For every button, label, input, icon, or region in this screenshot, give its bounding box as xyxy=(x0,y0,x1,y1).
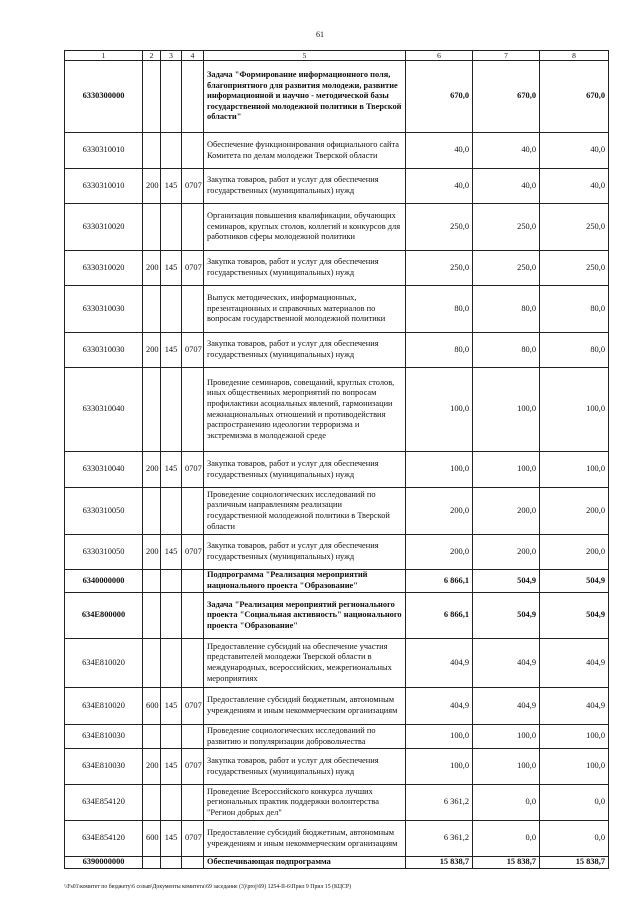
expense-type-cell: 200 xyxy=(143,535,161,570)
department-cell: 145 xyxy=(161,535,182,570)
department-cell xyxy=(161,286,182,333)
expense-type-cell xyxy=(143,61,161,133)
department-cell xyxy=(161,488,182,535)
year1-amount-cell: 6 866,1 xyxy=(406,570,473,593)
year3-amount-cell: 100,0 xyxy=(540,749,609,785)
year2-amount-cell: 504,9 xyxy=(473,570,540,593)
section-cell xyxy=(182,785,204,821)
department-cell xyxy=(161,368,182,452)
code-cell: 6330310020 xyxy=(65,251,143,286)
department-cell xyxy=(161,857,182,869)
expense-type-cell: 200 xyxy=(143,251,161,286)
expense-type-cell xyxy=(143,857,161,869)
year2-amount-cell: 200,0 xyxy=(473,488,540,535)
name-cell: Предоставление субсидий на обеспечение участия представителей молодежи Тверской области в международных, всероссийских, межрегиональных мероприятиях xyxy=(204,639,406,688)
expense-type-cell xyxy=(143,593,161,639)
table-row xyxy=(65,251,609,286)
year3-amount-cell: 15 838,7 xyxy=(540,857,609,869)
expense-type-cell xyxy=(143,368,161,452)
expense-type-cell xyxy=(143,133,161,169)
expense-type-cell: 200 xyxy=(143,333,161,368)
header-col-2: 2 xyxy=(143,51,161,61)
year3-amount-cell: 404,9 xyxy=(540,688,609,725)
year3-amount-cell: 504,9 xyxy=(540,570,609,593)
name-cell: Проведение социологических исследований по развитию и популяризации добровольчества xyxy=(204,725,406,749)
year1-amount-cell: 6 866,1 xyxy=(406,593,473,639)
year1-amount-cell: 80,0 xyxy=(406,286,473,333)
table-row xyxy=(65,821,609,857)
year2-amount-cell: 40,0 xyxy=(473,169,540,204)
year2-amount-cell: 200,0 xyxy=(473,535,540,570)
code-cell: 6330310050 xyxy=(65,535,143,570)
table-row xyxy=(65,452,609,488)
section-cell: 0707 xyxy=(182,333,204,368)
section-cell xyxy=(182,593,204,639)
year3-amount-cell: 200,0 xyxy=(540,488,609,535)
name-cell: Закупка товаров, работ и услуг для обеспечения государственных (муниципальных) нужд xyxy=(204,452,406,488)
name-cell: Организация повышения квалификации, обучающих семинаров, круглых столов, коллегий и конкурсов для работников сферы молодежной политики xyxy=(204,204,406,251)
table-row xyxy=(65,857,609,869)
year3-amount-cell: 80,0 xyxy=(540,333,609,368)
name-cell: Задача "Формирование информационного поля, благоприятного для развития молодежи, развитие информационной и научно - методической базы государственной молодежной политики в Тверской области" xyxy=(204,61,406,133)
name-cell: Проведение Всероссийского конкурса лучших региональных практик поддержки волонтерства "Регион добрых дел" xyxy=(204,785,406,821)
department-cell xyxy=(161,204,182,251)
year1-amount-cell: 40,0 xyxy=(406,133,473,169)
section-cell xyxy=(182,857,204,869)
expense-type-cell xyxy=(143,785,161,821)
section-cell xyxy=(182,368,204,452)
section-cell xyxy=(182,204,204,251)
table-row xyxy=(65,593,609,639)
department-cell xyxy=(161,725,182,749)
table-row xyxy=(65,204,609,251)
year2-amount-cell: 80,0 xyxy=(473,333,540,368)
year1-amount-cell: 200,0 xyxy=(406,488,473,535)
year2-amount-cell: 504,9 xyxy=(473,593,540,639)
section-cell xyxy=(182,61,204,133)
year3-amount-cell: 404,9 xyxy=(540,639,609,688)
year1-amount-cell: 404,9 xyxy=(406,639,473,688)
department-cell xyxy=(161,785,182,821)
year2-amount-cell: 0,0 xyxy=(473,785,540,821)
department-cell xyxy=(161,593,182,639)
year1-amount-cell: 40,0 xyxy=(406,169,473,204)
code-cell: 6330310030 xyxy=(65,286,143,333)
table-row xyxy=(65,785,609,821)
year1-amount-cell: 200,0 xyxy=(406,535,473,570)
code-cell: 6330310040 xyxy=(65,368,143,452)
department-cell xyxy=(161,639,182,688)
table-row xyxy=(65,639,609,688)
name-cell: Обеспечивающая подпрограмма xyxy=(204,857,406,869)
expense-type-cell xyxy=(143,488,161,535)
department-cell: 145 xyxy=(161,333,182,368)
year3-amount-cell: 80,0 xyxy=(540,286,609,333)
header-col-6: 6 xyxy=(406,51,473,61)
name-cell: Закупка товаров, работ и услуг для обеспечения государственных (муниципальных) нужд xyxy=(204,251,406,286)
code-cell: 6330300000 xyxy=(65,61,143,133)
year2-amount-cell: 250,0 xyxy=(473,204,540,251)
year1-amount-cell: 670,0 xyxy=(406,61,473,133)
header-col-4: 4 xyxy=(182,51,204,61)
year2-amount-cell: 80,0 xyxy=(473,286,540,333)
code-cell: 6340000000 xyxy=(65,570,143,593)
year3-amount-cell: 250,0 xyxy=(540,251,609,286)
year3-amount-cell: 250,0 xyxy=(540,204,609,251)
name-cell: Предоставление субсидий бюджетным, автономным учреждениям и иным некоммерческим организациям xyxy=(204,821,406,857)
section-cell: 0707 xyxy=(182,452,204,488)
section-cell xyxy=(182,133,204,169)
table-row xyxy=(65,749,609,785)
year2-amount-cell: 40,0 xyxy=(473,133,540,169)
expense-type-cell: 600 xyxy=(143,821,161,857)
footer-path: \\Fs01\комитет по бюджету\6 созыв\Документы комитета\69 заседание (3)\proj\69) 1254-II-6\Прил 9 Прил 15 (КЦСР) xyxy=(64,884,352,890)
table-row xyxy=(65,570,609,593)
section-cell xyxy=(182,639,204,688)
section-cell: 0707 xyxy=(182,749,204,785)
department-cell: 145 xyxy=(161,452,182,488)
code-cell: 6330310040 xyxy=(65,452,143,488)
year1-amount-cell: 404,9 xyxy=(406,688,473,725)
year2-amount-cell: 15 838,7 xyxy=(473,857,540,869)
code-cell: 634E810020 xyxy=(65,688,143,725)
year3-amount-cell: 40,0 xyxy=(540,169,609,204)
year3-amount-cell: 0,0 xyxy=(540,821,609,857)
code-cell: 634E800000 xyxy=(65,593,143,639)
expense-type-cell: 200 xyxy=(143,452,161,488)
year1-amount-cell: 100,0 xyxy=(406,749,473,785)
code-cell: 634E810030 xyxy=(65,749,143,785)
name-cell: Выпуск методических, информационных, презентационных и справочных материалов по вопросам государственной молодежной политики xyxy=(204,286,406,333)
header-col-3: 3 xyxy=(161,51,182,61)
budget-table xyxy=(64,50,609,869)
section-cell: 0707 xyxy=(182,251,204,286)
department-cell: 145 xyxy=(161,688,182,725)
year1-amount-cell: 6 361,2 xyxy=(406,821,473,857)
code-cell: 6330310020 xyxy=(65,204,143,251)
name-cell: Подпрограмма "Реализация мероприятий национального проекта "Образование" xyxy=(204,570,406,593)
year1-amount-cell: 6 361,2 xyxy=(406,785,473,821)
name-cell: Закупка товаров, работ и услуг для обеспечения государственных (муниципальных) нужд xyxy=(204,749,406,785)
code-cell: 6390000000 xyxy=(65,857,143,869)
section-cell: 0707 xyxy=(182,169,204,204)
year3-amount-cell: 0,0 xyxy=(540,785,609,821)
header-col-8: 8 xyxy=(540,51,609,61)
department-cell xyxy=(161,61,182,133)
section-cell xyxy=(182,570,204,593)
name-cell: Закупка товаров, работ и услуг для обеспечения государственных (муниципальных) нужд xyxy=(204,333,406,368)
expense-type-cell xyxy=(143,286,161,333)
year2-amount-cell: 100,0 xyxy=(473,725,540,749)
table-row xyxy=(65,725,609,749)
expense-type-cell: 200 xyxy=(143,749,161,785)
department-cell: 145 xyxy=(161,169,182,204)
name-cell: Обеспечение функционирования официального сайта Комитета по делам молодежи Тверской области xyxy=(204,133,406,169)
table-row xyxy=(65,286,609,333)
expense-type-cell: 600 xyxy=(143,688,161,725)
section-cell xyxy=(182,488,204,535)
department-cell xyxy=(161,570,182,593)
section-cell: 0707 xyxy=(182,688,204,725)
year3-amount-cell: 504,9 xyxy=(540,593,609,639)
code-cell: 634E810030 xyxy=(65,725,143,749)
section-cell: 0707 xyxy=(182,821,204,857)
table-body xyxy=(65,61,609,869)
year3-amount-cell: 100,0 xyxy=(540,452,609,488)
name-cell: Закупка товаров, работ и услуг для обеспечения государственных (муниципальных) нужд xyxy=(204,535,406,570)
year2-amount-cell: 100,0 xyxy=(473,452,540,488)
year3-amount-cell: 100,0 xyxy=(540,368,609,452)
year2-amount-cell: 404,9 xyxy=(473,688,540,725)
expense-type-cell xyxy=(143,570,161,593)
section-cell xyxy=(182,725,204,749)
table-row xyxy=(65,488,609,535)
name-cell: Проведение социологических исследований по различным направлениям реализации государственной молодежной политики в Тверской области xyxy=(204,488,406,535)
department-cell: 145 xyxy=(161,251,182,286)
code-cell: 634E810020 xyxy=(65,639,143,688)
header-col-7: 7 xyxy=(473,51,540,61)
year2-amount-cell: 250,0 xyxy=(473,251,540,286)
name-cell: Закупка товаров, работ и услуг для обеспечения государственных (муниципальных) нужд xyxy=(204,169,406,204)
expense-type-cell xyxy=(143,639,161,688)
year2-amount-cell: 100,0 xyxy=(473,749,540,785)
header-col-5: 5 xyxy=(204,51,406,61)
year1-amount-cell: 15 838,7 xyxy=(406,857,473,869)
header-row xyxy=(65,51,609,61)
code-cell: 6330310030 xyxy=(65,333,143,368)
table-row xyxy=(65,535,609,570)
table-row xyxy=(65,368,609,452)
year1-amount-cell: 100,0 xyxy=(406,452,473,488)
code-cell: 6330310010 xyxy=(65,169,143,204)
table-row xyxy=(65,61,609,133)
year3-amount-cell: 200,0 xyxy=(540,535,609,570)
year1-amount-cell: 80,0 xyxy=(406,333,473,368)
year3-amount-cell: 40,0 xyxy=(540,133,609,169)
table-row xyxy=(65,333,609,368)
department-cell: 145 xyxy=(161,749,182,785)
code-cell: 634E854120 xyxy=(65,785,143,821)
year1-amount-cell: 100,0 xyxy=(406,368,473,452)
table-row xyxy=(65,133,609,169)
year2-amount-cell: 404,9 xyxy=(473,639,540,688)
year3-amount-cell: 100,0 xyxy=(540,725,609,749)
department-cell xyxy=(161,133,182,169)
year1-amount-cell: 250,0 xyxy=(406,204,473,251)
year2-amount-cell: 0,0 xyxy=(473,821,540,857)
name-cell: Проведение семинаров, совещаний, круглых столов, иных общественных мероприятий по вопросам профилактики асоциальных явлений, гармонизации межнациональных отношений и противодействия распространению идеологии терроризма и экстремизма в молодежной среде xyxy=(204,368,406,452)
year3-amount-cell: 670,0 xyxy=(540,61,609,133)
year1-amount-cell: 100,0 xyxy=(406,725,473,749)
name-cell: Предоставление субсидий бюджетным, автономным учреждениям и иным некоммерческим организациям xyxy=(204,688,406,725)
name-cell: Задача "Реализация мероприятий регионального проекта "Социальная активность" национального проекта "Образование" xyxy=(204,593,406,639)
code-cell: 6330310010 xyxy=(65,133,143,169)
table-row xyxy=(65,169,609,204)
section-cell xyxy=(182,286,204,333)
expense-type-cell: 200 xyxy=(143,169,161,204)
expense-type-cell xyxy=(143,204,161,251)
year1-amount-cell: 250,0 xyxy=(406,251,473,286)
page-number: 61 xyxy=(316,30,324,39)
expense-type-cell xyxy=(143,725,161,749)
code-cell: 634E854120 xyxy=(65,821,143,857)
year2-amount-cell: 670,0 xyxy=(473,61,540,133)
year2-amount-cell: 100,0 xyxy=(473,368,540,452)
department-cell: 145 xyxy=(161,821,182,857)
code-cell: 6330310050 xyxy=(65,488,143,535)
table-row xyxy=(65,688,609,725)
section-cell: 0707 xyxy=(182,535,204,570)
header-col-1: 1 xyxy=(65,51,143,61)
